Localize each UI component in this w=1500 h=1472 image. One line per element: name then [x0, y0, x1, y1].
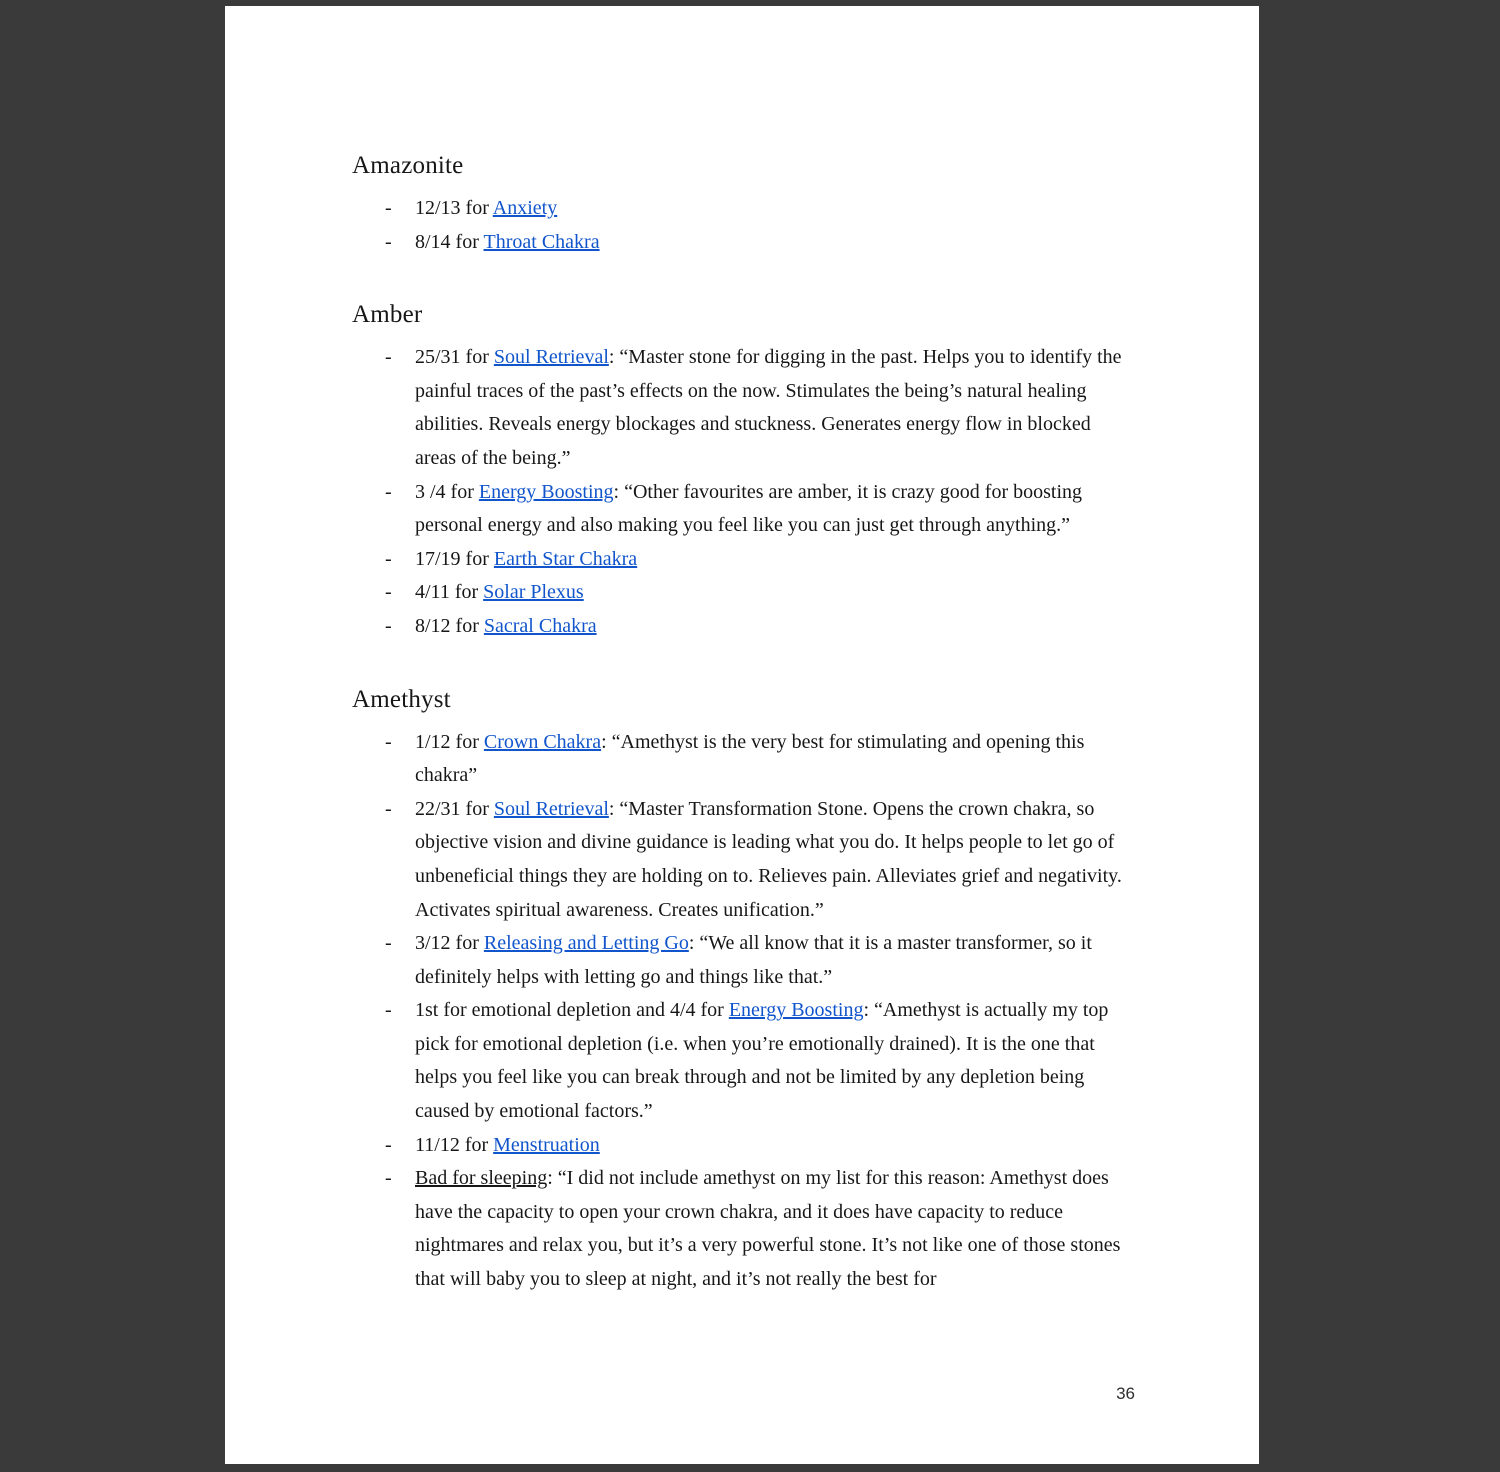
item-text: : “Master Transformation Stone. Opens the crown chakra, so objective vision and divine guidance is leading what you do. It helps people to let go of unbeneficial things they are holding on to. Relieves pain. Alleviates grief and negativity. Activates spiritual awareness. Creates unification.”	[415, 797, 1122, 921]
item-text: 11/12 for	[415, 1133, 494, 1156]
doc-link[interactable]: Soul Retrieval	[493, 797, 609, 820]
doc-link[interactable]: Crown Chakra	[483, 730, 602, 753]
document-section	[352, 686, 1136, 1297]
doc-link[interactable]: Energy Boosting	[728, 999, 864, 1022]
section-list	[352, 341, 1136, 643]
item-text: 1/12 for	[415, 730, 484, 753]
doc-link[interactable]: Anxiety	[492, 197, 558, 219]
doc-link[interactable]: Energy Boosting	[478, 480, 614, 503]
page-number: 36	[1116, 1384, 1135, 1403]
list-item	[352, 476, 1136, 543]
section-heading: Amber	[352, 301, 423, 329]
list-item	[352, 1129, 1136, 1163]
item-text: 3 /4 for	[415, 480, 479, 503]
list-item	[352, 576, 1136, 610]
doc-link[interactable]: Releasing and Letting Go	[483, 932, 689, 955]
item-text: 22/31 for	[415, 797, 494, 820]
list-item	[352, 994, 1136, 1128]
underlined-text: Bad for sleeping	[415, 1167, 548, 1190]
doc-link[interactable]: Earth Star Chakra	[493, 547, 638, 570]
item-text: 4/11 for	[415, 581, 484, 604]
item-text: 3/12 for	[415, 932, 484, 955]
list-item	[352, 226, 1136, 260]
section-heading: Amazonite	[352, 152, 464, 179]
doc-link[interactable]: Throat Chakra	[483, 230, 600, 253]
section-list	[352, 192, 1136, 259]
list-item	[352, 543, 1136, 577]
item-text: 1st for emotional depletion and 4/4 for	[415, 999, 729, 1022]
item-text: : “I did not include amethyst on my list for this reason: Amethyst does have the capacity to open your crown chakra, and it does have capacity to reduce nightmares and relax you, but it’s a very powerful stone. It’s not like one of those stones that will baby you to sleep at night, and it’s not really the best for	[415, 1167, 1121, 1291]
document-section	[352, 301, 1136, 643]
item-text: : “Other favourites are amber, it is crazy good for boosting personal energy and also making you feel like you can just get through anything.”	[415, 480, 1083, 537]
list-item	[352, 1162, 1136, 1296]
doc-link[interactable]: Solar Plexus	[483, 581, 584, 604]
list-item	[352, 726, 1136, 793]
list-item	[352, 927, 1136, 994]
item-text: 12/13 for	[415, 197, 493, 219]
item-text: : “Master stone for digging in the past. Helps you to identify the painful traces of the past’s effects on the now. Stimulates the being’s natural healing abilities. Reveals energy blockages and stuckness. Generates energy flow in blocked areas of the being.”	[415, 346, 1122, 469]
item-text: : “Amethyst is the very best for stimulating and opening this chakra”	[415, 730, 1085, 787]
section-heading: Amethyst	[352, 685, 451, 713]
list-item	[352, 793, 1136, 927]
item-text: 25/31 for	[415, 346, 494, 369]
document-section	[352, 152, 1136, 259]
section-list	[352, 726, 1136, 1297]
item-text: 17/19 for	[415, 547, 494, 570]
doc-link[interactable]: Sacral Chakra	[483, 614, 597, 637]
item-text: 8/14 for	[415, 230, 484, 253]
document-content	[225, 6, 1259, 1297]
list-item	[352, 341, 1136, 475]
doc-link[interactable]: Menstruation	[493, 1133, 600, 1156]
doc-link[interactable]: Soul Retrieval	[493, 346, 609, 369]
item-text: : “Amethyst is actually my top pick for emotional depletion (i.e. when you’re emotionally drained). It is the one that helps you feel like you can break through and not be limited by any depletion being caused by emotional factors.”	[415, 999, 1109, 1123]
document-page	[225, 6, 1259, 1464]
item-text: 8/12 for	[415, 614, 484, 637]
list-item	[352, 610, 1136, 644]
item-text: : “We all know that it is a master transformer, so it definitely helps with letting go and things like that.”	[415, 932, 1092, 988]
list-item	[352, 192, 1136, 226]
